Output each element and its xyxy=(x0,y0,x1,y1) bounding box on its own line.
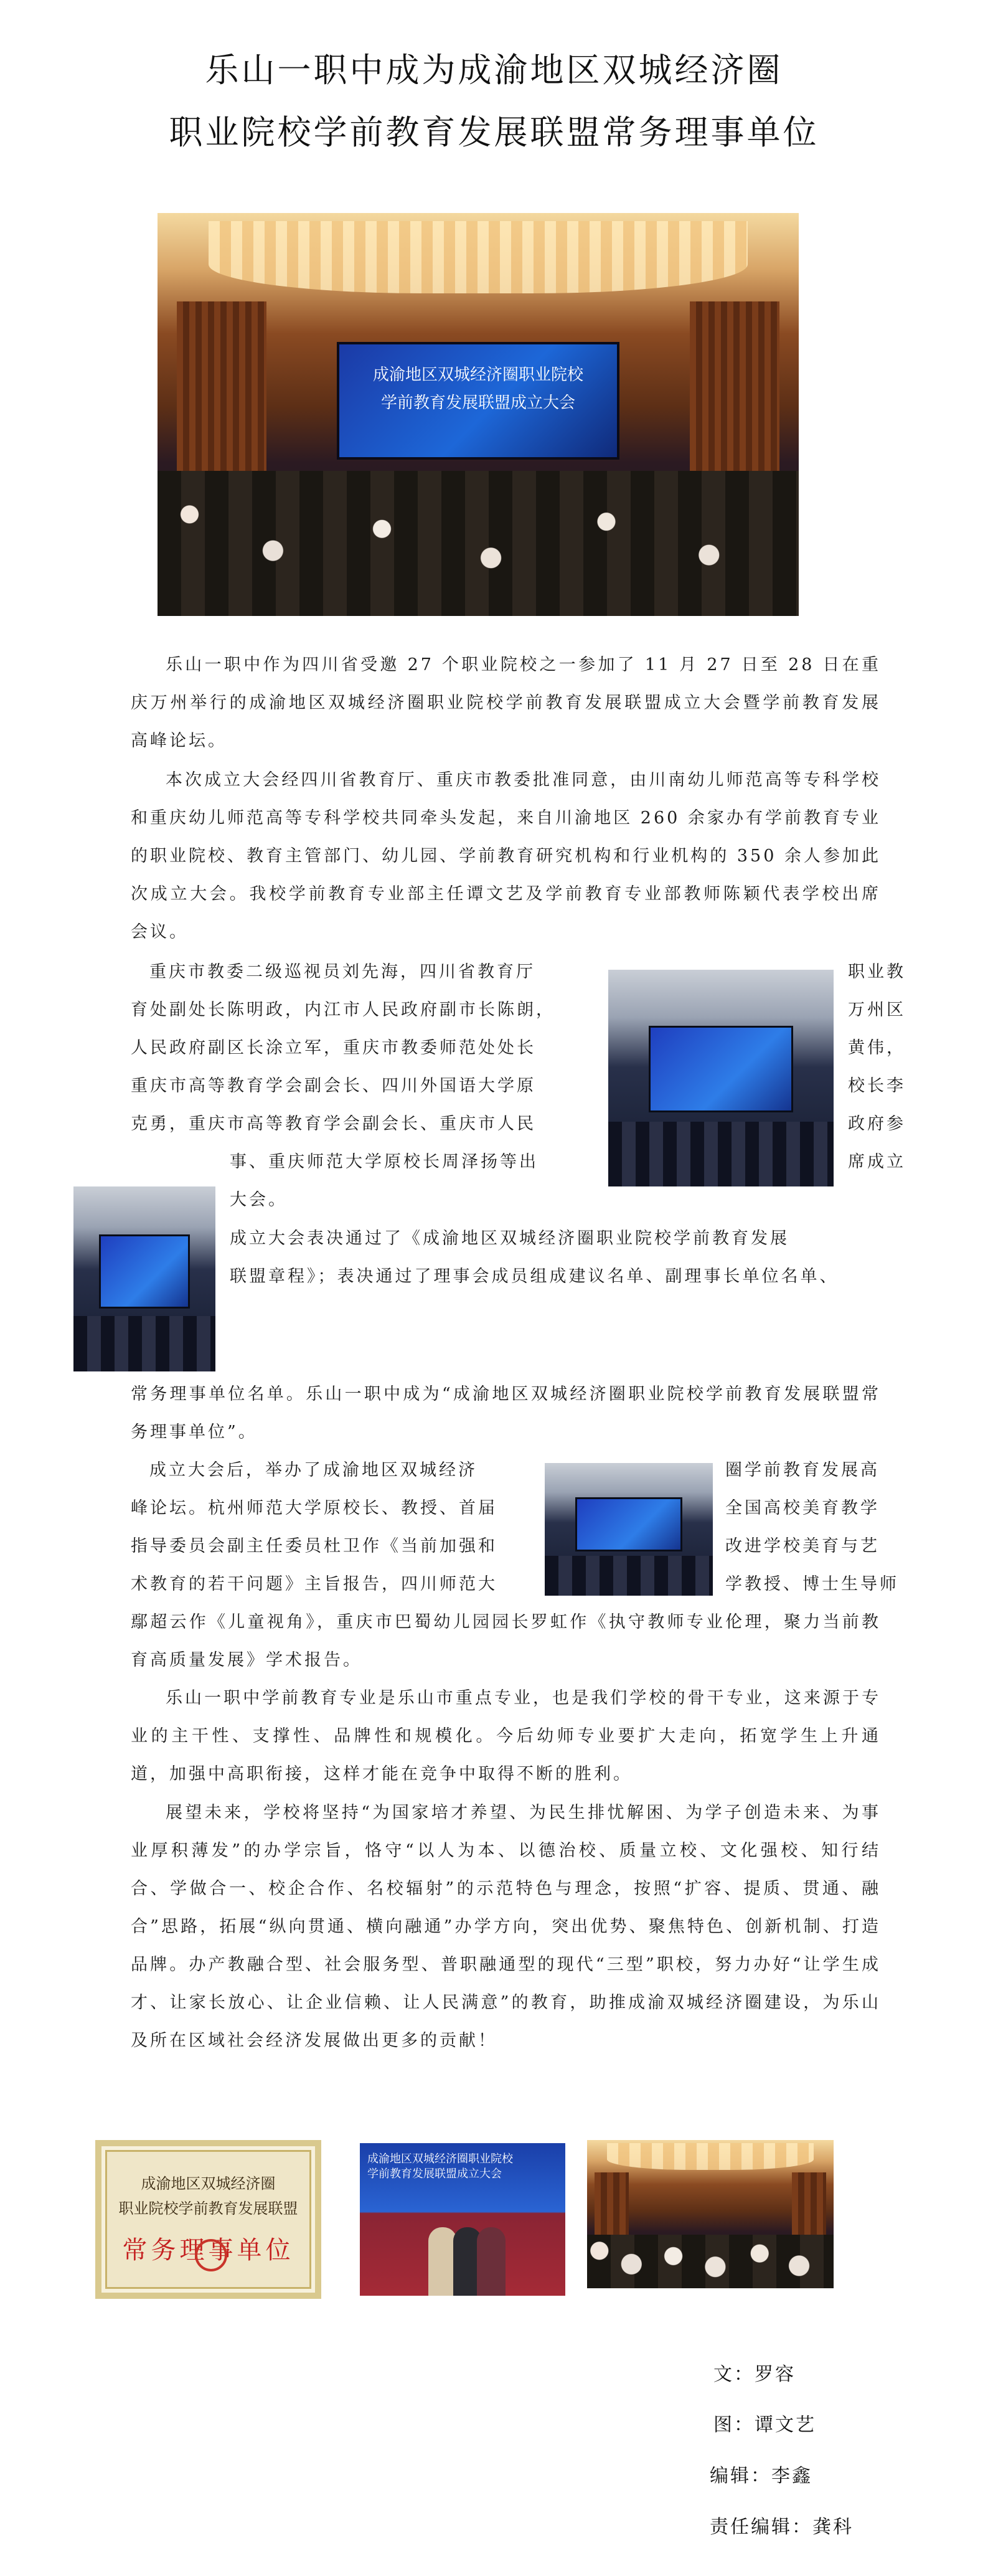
stage-banner-line-2: 学前教育发展联盟成立大会 xyxy=(367,2167,502,2181)
award-plaque-photo xyxy=(95,2140,321,2299)
p3-right-line-5: 政府参 xyxy=(848,1114,906,1134)
article-title-line-2: 职业院校学前教育发展联盟常务理事单位 xyxy=(169,113,819,152)
p5-line-3: 指导委员会副主任委员杜卫作《当前加强和 xyxy=(131,1537,497,1556)
p5-right-line-1: 圈学前教育发展高 xyxy=(725,1461,880,1480)
hall-screen xyxy=(337,342,619,460)
p3-line-2: 育处副处长陈明政，内江市人民政府副市长陈朗， xyxy=(131,1000,555,1020)
meeting-photo-3 xyxy=(545,1463,713,1596)
p3-line-5: 克勇，重庆市高等教育学会副会长、重庆市人民 xyxy=(131,1114,536,1134)
meeting-photo-2 xyxy=(73,1186,215,1371)
paragraph-7: 展望未来，学校将坚持“为国家培才养望、为民生排忧解困、为学子创造未来、为事业厚积薄发”的办学宗旨，恪守“以人为本、以德治校、质量立校、文化强校、知行结合、学做合一、校企合作、名校辐射”的示范特色与理念，按照“扩容、提质、贯通、融合”思路，拓展“纵向贯通、横向融通”办学方向，突出优势、聚焦特色、创新机制、打造品牌。办产教融合型、社会服务型、普职融通型的现代“三型”职校，努力办好“让学生成才、让家长放心、让企业信赖、让人民满意”的教育，助推成渝双城经济圈建设，为乐山及所在区域社会经济发展做出更多的贡献！ xyxy=(131,1803,881,2050)
p5-line-4: 术教育的若干问题》主旨报告，四川师范大 xyxy=(131,1574,497,1594)
p5-right-line-3: 改进学校美育与艺 xyxy=(725,1537,880,1556)
article-title-line-1: 乐山一职中成为成渝地区双城经济圈 xyxy=(205,50,783,90)
credit-writer: 文：罗容 xyxy=(713,2364,796,2385)
p3-right-line-1: 职业教 xyxy=(848,962,906,982)
p5-line-1: 成立大会后，举办了成渝地区双城经济 xyxy=(149,1461,478,1480)
p3-right-line-6: 席成立 xyxy=(848,1152,906,1172)
p3-line-6: 事、重庆师范大学原校长周泽扬等出 xyxy=(230,1152,539,1172)
p3-line-4: 重庆市高等教育学会副会长、四川外国语大学原 xyxy=(131,1076,536,1096)
p3-line-3: 人民政府副区长涂立军，重庆市教委师范处处长 xyxy=(131,1038,536,1058)
hall-screen-line-1: 成渝地区双城经济圈职业院校 xyxy=(372,366,583,385)
p5-right-line-2: 全国高校美育教学 xyxy=(725,1499,880,1518)
credit-photo: 图：谭文艺 xyxy=(713,2414,816,2436)
p5-line-2: 峰论坛。杭州师范大学原校长、教授、首届 xyxy=(131,1499,497,1518)
award-seal-icon xyxy=(195,2239,227,2271)
paragraph-6: 乐山一职中学前教育专业是乐山市重点专业，也是我们学校的骨干专业，这来源于专业的主干性、支撑性、品牌性和规模化。今后幼师专业要扩大走向，拓宽学生上升通道，加强中高职衔接，这样才能在竞争中取得不断的胜利。 xyxy=(131,1688,881,1784)
credit-editor: 编辑：李鑫 xyxy=(710,2465,812,2487)
p4-line-1: 成立大会表决通过了《成渝地区双城经济圈职业院校学前教育发展 xyxy=(230,1229,789,1248)
paragraph-5-left xyxy=(131,1451,529,1603)
conference-hall-photo xyxy=(158,213,799,616)
paragraph-1: 乐山一职中作为四川省受邀 27 个职业院校之一参加了 11 月 27 日至 28 日在重庆万州举行的成渝地区双城经济圈职业院校学前教育发展联盟成立大会暨学前教育发展高峰论坛。 xyxy=(131,655,881,751)
p3-right-line-4: 校长李 xyxy=(848,1076,906,1096)
p5-right-line-4: 学教授、博士生导师 xyxy=(725,1574,899,1594)
stage-banner-line-1: 成渝地区双城经济圈职业院校 xyxy=(367,2152,513,2166)
p5-continued: 鄢超云作《儿童视角》，重庆市巴蜀幼儿园园长罗虹作《执守教师专业伦理，聚力当前教育高质量发展》学术报告。 xyxy=(131,1612,881,1670)
p3-right-line-3: 黄伟， xyxy=(848,1038,906,1058)
paragraph-3-left xyxy=(131,953,604,1143)
p4-line-3: 常务理事单位名单。乐山一职中成为“成渝地区双城经济圈职业院校学前教育发展联盟常务理事单位”。 xyxy=(131,1385,881,1442)
p3-line-1: 重庆市教委二级巡视员刘先海，四川省教育厅 xyxy=(149,962,535,982)
hall-screen-line-2: 学前教育发展联盟成立大会 xyxy=(380,394,575,413)
paragraph-5-right xyxy=(725,1451,918,1603)
stage-group-photo xyxy=(360,2143,565,2296)
p3-right-line-2: 万州区 xyxy=(848,1000,906,1020)
credit-chief-editor: 责任编辑：龚科 xyxy=(710,2516,854,2538)
award-line-1: 成渝地区双城经济圈 xyxy=(141,2175,276,2192)
paragraph-3-right xyxy=(848,953,916,1143)
p4-line-2: 联盟章程》；表决通过了理事会成员组成建议名单、副理事长单位名单、 xyxy=(230,1267,839,1286)
award-line-2: 职业院校学前教育发展联盟 xyxy=(118,2200,298,2217)
award-line-3: 常务理事单位 xyxy=(122,2236,294,2265)
meeting-photo-1 xyxy=(608,970,834,1186)
venue-wide-photo xyxy=(587,2140,834,2288)
paragraph-2: 本次成立大会经四川省教育厅、重庆市教委批准同意，由川南幼儿师范高等专科学校和重庆幼儿师范高等专科学校共同牵头发起，来自川渝地区 260 余家办有学前教育专业的职业院校、教育主管部门、幼儿园、学前教育研究机构和行业机构的 350 余人参加此次成立大会。我校学前教育专业部主任谭文艺及学前教育专业部教师陈颖代表学校出席会议。 xyxy=(131,770,881,942)
p3-line-7: 大会。 xyxy=(230,1190,288,1210)
